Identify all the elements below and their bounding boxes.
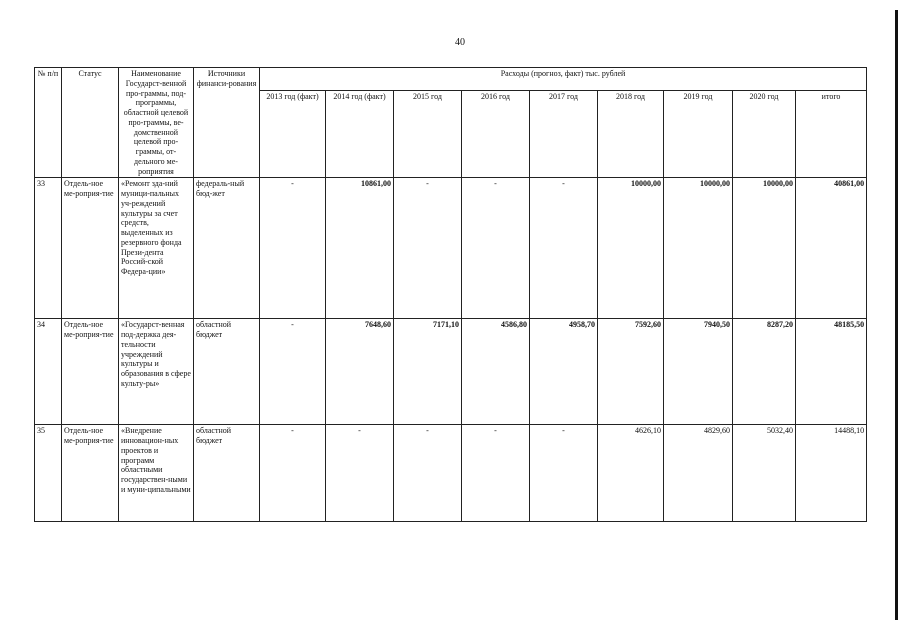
value-cell: 7648,60 [326,319,394,425]
value-cell: 4829,60 [664,425,733,522]
value-cell: 10861,00 [326,178,394,319]
header-row-main [35,68,867,91]
page-edge-bar [895,10,898,620]
header-year: 2018 год [598,91,664,178]
value-cell: 4626,10 [598,425,664,522]
header-year: 2016 год [462,91,530,178]
value-cell: - [326,425,394,522]
row-source: областной бюджет [194,319,260,425]
row-num: 34 [35,319,62,425]
value-cell: - [530,425,598,522]
row-name: «Государст-венная под-держка дея-тельности учреждений культуры и образования в сфере культу-ры» [119,319,194,425]
value-cell: - [394,178,462,319]
value-cell: - [462,425,530,522]
value-cell: 7171,10 [394,319,462,425]
value-cell: 48185,50 [796,319,867,425]
header-year: 2015 год [394,91,462,178]
value-cell: 4586,80 [462,319,530,425]
value-cell: - [530,178,598,319]
expenses-table [34,67,867,522]
value-cell: 10000,00 [664,178,733,319]
header-year: 2019 год [664,91,733,178]
value-cell: - [394,425,462,522]
header-year: 2020 год [733,91,796,178]
value-cell: - [260,319,326,425]
row-num: 33 [35,178,62,319]
table-row [35,178,867,319]
header-name: Наименование Государст-венной про-граммы, под-программы, областной целевой про-граммы, ве-домственной целевой про-граммы, от-дельного ме-роприятия [119,68,194,178]
value-cell: - [260,425,326,522]
table-row [35,425,867,522]
page-number: 40 [455,37,465,48]
value-cell: 8287,20 [733,319,796,425]
value-cell: 5032,40 [733,425,796,522]
value-cell: - [462,178,530,319]
value-cell: - [260,178,326,319]
header-status: Статус [62,68,119,178]
value-cell: 10000,00 [598,178,664,319]
value-cell: 10000,00 [733,178,796,319]
row-source: федераль-ный бюд-жет [194,178,260,319]
header-total: итого [796,91,867,178]
value-cell: 7592,60 [598,319,664,425]
value-cell: 7940,50 [664,319,733,425]
row-num: 35 [35,425,62,522]
header-year: 2014 год (факт) [326,91,394,178]
row-source: областной бюджет [194,425,260,522]
row-name: «Ремонт зда-ний муници-пальных уч-реждений культуры за счет средств, выделенных из резервного фонда Прези-дента Россий-ской Федера-ции» [119,178,194,319]
value-cell: 4958,70 [530,319,598,425]
table-row [35,319,867,425]
header-year: 2017 год [530,91,598,178]
value-cell: 40861,00 [796,178,867,319]
row-name: «Внедрение инновацион-ных проектов и программ областными государствен-ными и муни-ципальными [119,425,194,522]
header-source: Источники финанси-рования [194,68,260,178]
row-status: Отдель-ное ме-роприя-тие [62,319,119,425]
value-cell: 14488,10 [796,425,867,522]
header-year: 2013 год (факт) [260,91,326,178]
row-status: Отдель-ное ме-роприя-тие [62,178,119,319]
header-expenses: Расходы (прогноз, факт) тыс. рублей [260,68,867,91]
row-status: Отдель-ное ме-роприя-тие [62,425,119,522]
header-num: № п/п [35,68,62,178]
